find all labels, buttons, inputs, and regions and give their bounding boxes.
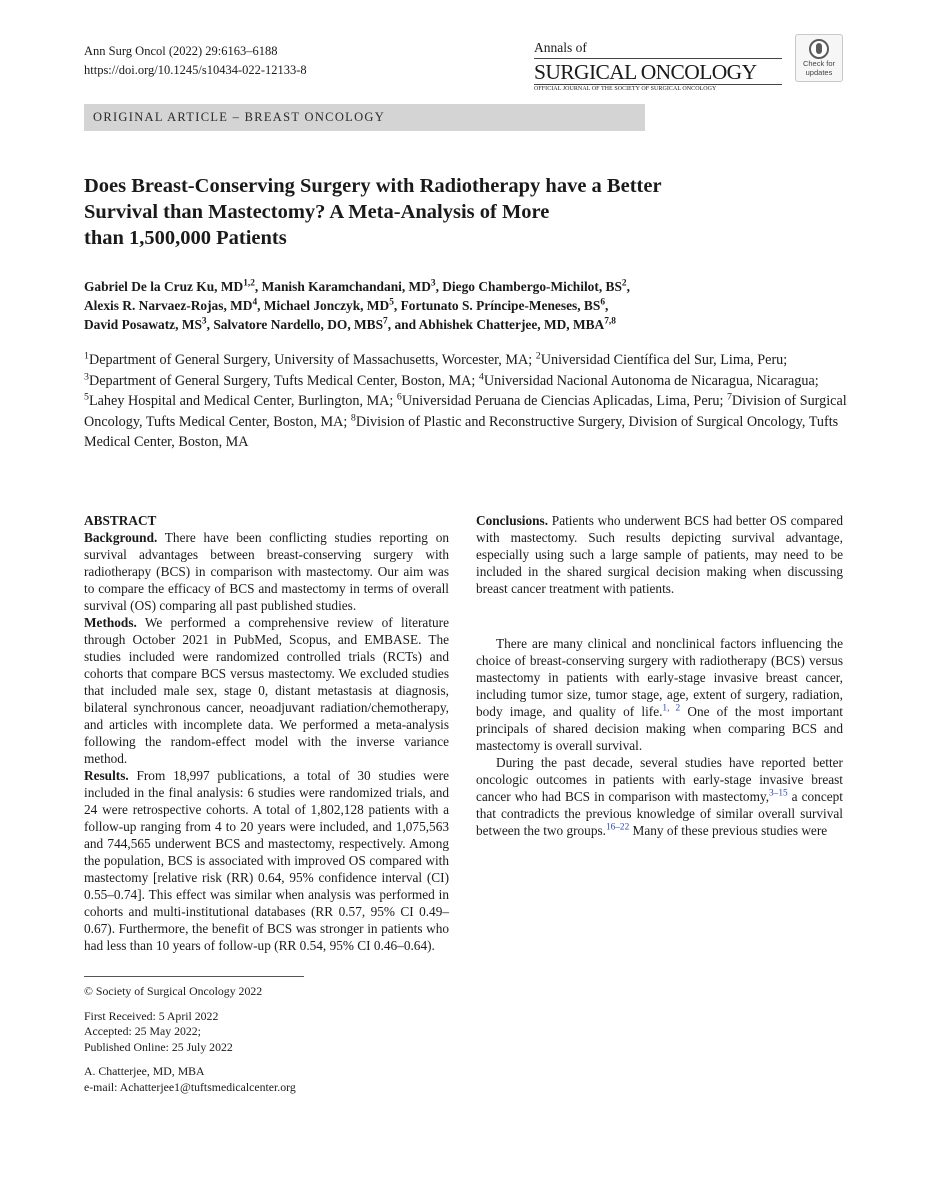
affiliation: Universidad Científica del Sur, Lima, Peru;	[540, 352, 788, 368]
copyright: © Society of Surgical Oncology 2022	[84, 984, 263, 998]
affiliation: Division of Surgical Oncology, Tufts Medical Center, Boston, MA;	[84, 393, 847, 430]
footnote-divider	[84, 976, 304, 977]
logo-rule	[534, 58, 782, 59]
corresponding-author: A. Chatterjee, MD, MBA e-mail: Achatterjee1@tuftsmedicalcenter.org	[84, 1064, 449, 1095]
author[interactable]: Alexis R. Narvaez-Rojas, $MD^4$	[84, 297, 258, 313]
doi-link[interactable]: https://doi.org/10.1245/s10434-022-12133-8	[84, 63, 307, 77]
abstract-conclusions: Conclusions. Patients who underwent BCS had better OS compared with mastectomy. Such results depicting survival advantage, especially using such a large sample of patients, may need to be included in the shared surgical decision making when discussing breast cancer treatment with patients.	[476, 513, 844, 596]
journal-citation-block	[84, 42, 307, 80]
article-category-banner: ORIGINAL ARTICLE – BREAST ONCOLOGY	[84, 104, 645, 131]
abstract-results: Results. From 18,997 publications, a total of 30 studies were included in the final analysis: 6 studies were randomized trials, and 24 were retrospective cohorts. A total of 1,802,128 patients with a follow-up ranging from 4 to 20 years were included, and 1,075,563 and 744,565 underwent BCS and mastectomy, respectively. Among the population, BCS is associated with improved OS compared with mastectomy [relative risk (RR) 0.64, 95% confidence interval (CI) 0.55–0.74]. This effect was similar when analysis was performed in cohorts and multi-institutional databases (RR 0.57, 95% CI 0.49–0.67). Furthermore, the benefit of BCS was stronger in patients who had less than 10 years of follow-up (RR 0.54, 95% CI 0.46–0.64).	[84, 768, 450, 953]
affiliation: Universidad Nacional Autonoma de Nicaragua, Nicaragua;	[483, 372, 819, 389]
author-list: Gabriel De la Cruz Ku, MD$^{1,2}$, Manish Karamchandani, $MD^3$, Diego Chambergo-Michilot, $BS^2$, Alexis R. Narvaez-Rojas, $MD^4$, Michael Jonczyk, $MD^5$, Fortunato S. Príncipe-Meneses, $BS^6$, David Posawatz, $MS^3$, Salvatore Nardello, DO, MBS$^7$, and Abhishek Chatterjee, MD, MBA$^{7,8}$	[84, 278, 630, 332]
abstract-column-right	[476, 512, 843, 839]
citation: Ann Surg Oncol (2022) 29:6163–6188	[84, 44, 278, 58]
abstract-background: Background. There have been conflicting studies reporting on survival advantages between breast-conserving surgery with radiotherapy (BCS) in comparison with mastectomy. Our aim was to compare the efficacy of BCS and mastectomy in terms of overall survival (OS) comparing all past published studies.	[84, 530, 449, 613]
author[interactable]: Manish Karamchandani, $MD^3$	[261, 278, 436, 294]
author[interactable]: Salvatore Nardello, DO, MBS$^7$	[213, 316, 388, 332]
reference-link[interactable]: 16–22	[605, 822, 630, 833]
author[interactable]: Gabriel De la Cruz Ku, MD$^{1,2}$	[84, 278, 255, 294]
affiliation: Division of Plastic and Reconstructive Surgery, Division of Surgical Oncology, Tufts Medical Center, Boston, MA	[84, 413, 839, 450]
author[interactable]: Diego Chambergo-Michilot, $BS^2$	[442, 278, 627, 294]
journal-logo	[534, 40, 784, 94]
affiliation: Department of General Surgery, University of Massachusetts, Worcester, MA;	[88, 352, 533, 368]
journal-prefix: Annals of	[534, 40, 587, 55]
author[interactable]: Abhishek Chatterjee, MD, MBA$^{7,8}$	[418, 316, 616, 332]
reference-link[interactable]: 3–15	[769, 788, 788, 799]
bookmark-icon	[809, 39, 829, 59]
reference-link[interactable]: 1, 2	[662, 703, 681, 714]
affiliations: $^1$Department of General Surgery, University of Massachusetts, Worcester, MA; $^2$Universidad Científica del Sur, Lima, Peru; $^3$Department of General Surgery, Tufts Medical Center, Boston, MA; $^4$Universidad Nacional Autonoma de Nicaragua, Nicaragua; $^5$Lahey Hospital and Medical Center, Burlington, MA; $^6$Universidad Peruana de Ciencias Aplicadas, Lima, Peru; $^7$Division of Surgical Oncology, Tufts Medical Center, Boston, MA; $^8$Division of Plastic and Reconstructive Surgery, Division of Surgical Oncology, Tufts Medical Center, Boston, MA	[84, 350, 847, 450]
author[interactable]: David Posawatz, $MS^3$	[84, 316, 207, 332]
abstract-heading: ABSTRACT	[84, 513, 157, 528]
history: First Received: 5 April 2022 Accepted: 25 May 2022; Published Online: 25 July 2022	[84, 1008, 233, 1054]
body-paragraph: There are many clinical and nonclinical factors influencing the choice of breast-conserving surgery with radiotherapy (BCS) versus mastectomy in patients with early-stage invasive breast cancer, including tumor size, tumor stage, age, extent of surgery, radiation, body image, and quality of life.$^{1, 2}$ One of the most important principals of shared decision making when comparing BCS and mastectomy is overall survival.	[476, 636, 843, 753]
journal-name: SURGICAL ONCOLOGY	[534, 60, 757, 84]
email-link[interactable]: e-mail: Achatterjee1@tuftsmedicalcenter.org	[84, 1079, 296, 1094]
check-for-updates-label: Check for updates	[802, 59, 836, 77]
abstract-column-left	[84, 512, 449, 954]
author[interactable]: Michael Jonczyk, $MD^5$	[263, 297, 394, 313]
body-paragraph: During the past decade, several studies have reported better oncologic outcomes in patients with early-stage invasive breast cancer who had BCS in comparison with mastectomy,$^{3-15}$ a concept that contradicts the previous knowledge of similar overall survival between the two groups.$^{16-22}$ Many of these previous studies were	[476, 755, 843, 838]
affiliation: Department of General Surgery, Tufts Medical Center, Boston, MA;	[88, 372, 476, 389]
article-title: Does Breast-Conserving Surgery with Radiotherapy have a Better Survival than Mastectomy? A Meta-Analysis of More than 1,500,000 Patients	[84, 175, 662, 249]
journal-tagline: OFFICIAL JOURNAL OF THE SOCIETY OF SURGICAL ONCOLOGY	[534, 86, 717, 92]
article-footnotes	[84, 976, 449, 1095]
affiliation: Universidad Peruana de Ciencias Aplicadas, Lima, Peru;	[401, 393, 724, 409]
abstract-methods: Methods. We performed a comprehensive review of literature through October 2021 in PubMed, Scopus, and EMBASE. The studies included were randomized controlled trials (RCTs) and cohorts that compare BCS versus mastectomy. We excluded studies that included male sex, stage 0, distant metastasis at diagnosis, bilateral synchronous cancer, neoadjuvant radiation/chemotherapy, and articles with incomplete data. We performed a meta-analysis following the random-effect model with the inverse variance method.	[84, 615, 449, 766]
affiliation: Lahey Hospital and Medical Center, Burlington, MA;	[88, 393, 394, 409]
author[interactable]: Fortunato S. Príncipe-Meneses, $BS^6$	[400, 297, 605, 313]
check-for-updates-button[interactable]	[795, 34, 843, 82]
